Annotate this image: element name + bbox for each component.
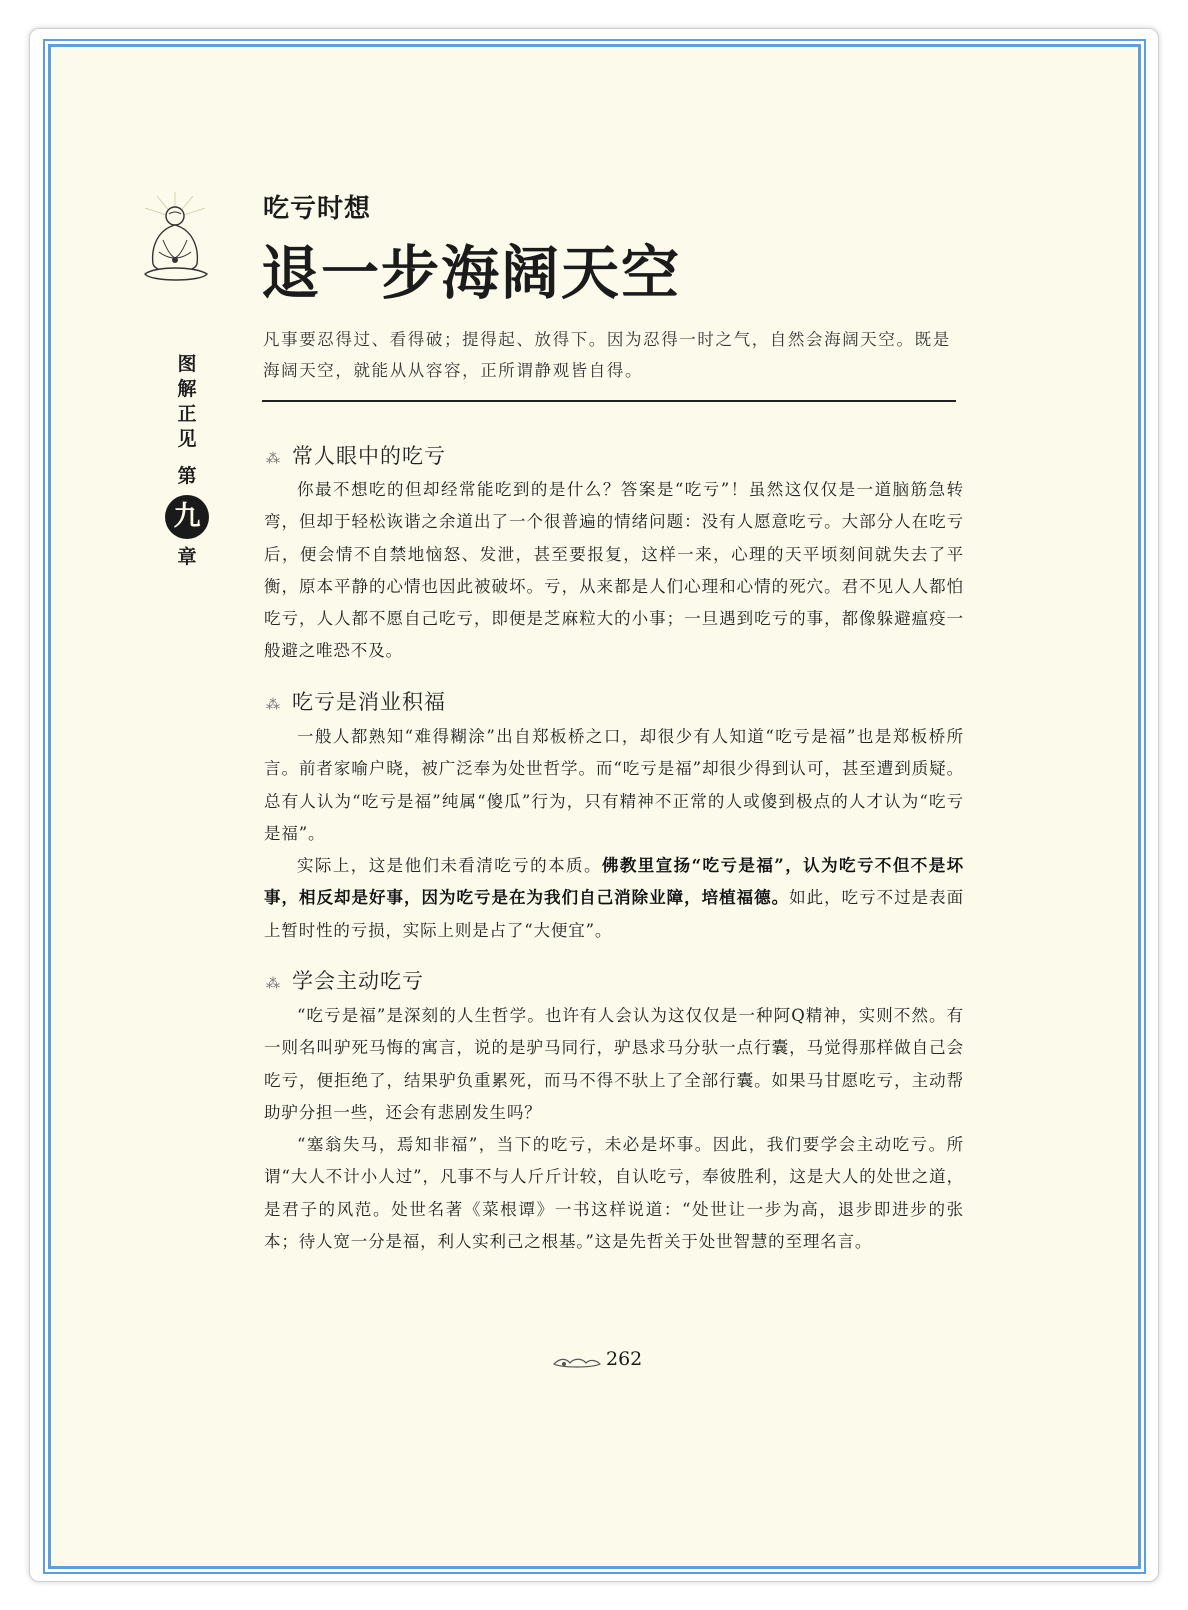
paragraph-emphasis: 佛教里宣扬“吃亏是福”，认为吃亏不但不是坏事，相反却是好事，因为吃亏是在为我们自己消除业障，培植福德。 [264,856,964,908]
section-heading-text: 吃亏是消业积福 [292,690,446,714]
section-bullet-icon: ⁂ [266,697,280,713]
paragraph-text: 如此，吃亏不过是表面上暂时性的亏损，实际上则是占了“大便宜”。 [264,888,965,940]
section-paragraph: “吃亏是福”是深刻的人生哲学。也许有人会认为这仅仅是一种阿Q精神，实则不然。有一则名叫驴死马悔的寓言，说的是驴马同行，驴恳求马分驮一点行囊，马觉得那样做自己会吃亏，便拒绝了，结果驴负重累死，而马不得不驮上了全部行囊。如果马甘愿吃亏，主动帮助驴分担一些，还会有悲剧发生吗？ [264,1006,964,1122]
section-heading [266,440,446,470]
buddha-figure-icon [135,190,215,290]
page-number-text: 262 [606,1348,643,1370]
title-divider [262,400,956,402]
cloud-ornament-icon [552,1356,602,1370]
page-number [552,1344,652,1374]
paragraph-text: 实际上，这是他们未看清吃亏的本质。 [297,856,602,875]
section-paragraph: 一般人都熟知“难得糊涂”出自郑板桥之口，却很少有人知道“吃亏是福”也是郑板桥所言。前者家喻户晓，被广泛奉为处世哲学。而“吃亏是福”却很少得到认可，甚至遭到质疑。总有人认为“吃亏是福”纯属“傻瓜”行为，只有精神不正常的人或傻到极点的人才认为“吃亏是福”。 [264,727,964,843]
section-heading [266,686,446,716]
side-char: 解 [177,378,197,400]
article-subtitle: 吃亏时想 [263,194,372,224]
side-char: 见 [177,428,197,450]
section-heading-text: 常人眼中的吃亏 [292,444,446,468]
side-char: 图 [177,353,197,375]
section-paragraph [264,850,964,947]
section-paragraph: “塞翁失马，焉知非福”，当下的吃亏，未必是坏事。因此，我们要学会主动吃亏。所谓“大人不计小人过”，凡事不与人斤斤计较，自认吃亏，奉彼胜利，这是大人的处世之道，是君子的风范。处世名著《菜根谭》一书这样说道：“处世让一步为高，退步即进步的张本；待人宽一分是福，利人实利己之根基。”这是先哲关于处世智慧的至理名言。 [264,1135,964,1251]
side-zhang: 章 [177,546,197,568]
article-intro: 凡事要忍得过、看得破；提得起、放得下。因为忍得一时之气，自然会海阔天空。既是海阔天空，就能从从容容，正所谓静观皆自得。 [263,330,951,380]
section-bullet-icon: ⁂ [266,451,280,467]
chapter-side-label [172,352,202,570]
chapter-number-badge: 九 [165,495,209,539]
section-paragraph: 你最不想吃的但却经常能吃到的是什么？答案是“吃亏”！虽然这仅仅是一道脑筋急转弯，但却于轻松诙谐之余道出了一个很普遍的情绪问题：没有人愿意吃亏。大部分人在吃亏后，便会情不自禁地恼怒、发泄，甚至要报复，这样一来，心理的天平顷刻间就失去了平衡，原本平静的心情也因此被破坏。亏，从来都是人们心理和心情的死穴。君不见人人都怕吃亏，人人都不愿自己吃亏，即便是芝麻粒大的小事；一旦遇到吃亏的事，都像躲避瘟疫一般避之唯恐不及。 [264,480,964,661]
section-heading-text: 学会主动吃亏 [292,969,424,993]
side-char: 正 [177,403,197,425]
side-di: 第 [177,465,197,487]
section-bullet-icon: ⁂ [266,976,280,992]
section-heading [266,965,424,995]
article-title: 退一步海阔天空 [261,239,682,307]
